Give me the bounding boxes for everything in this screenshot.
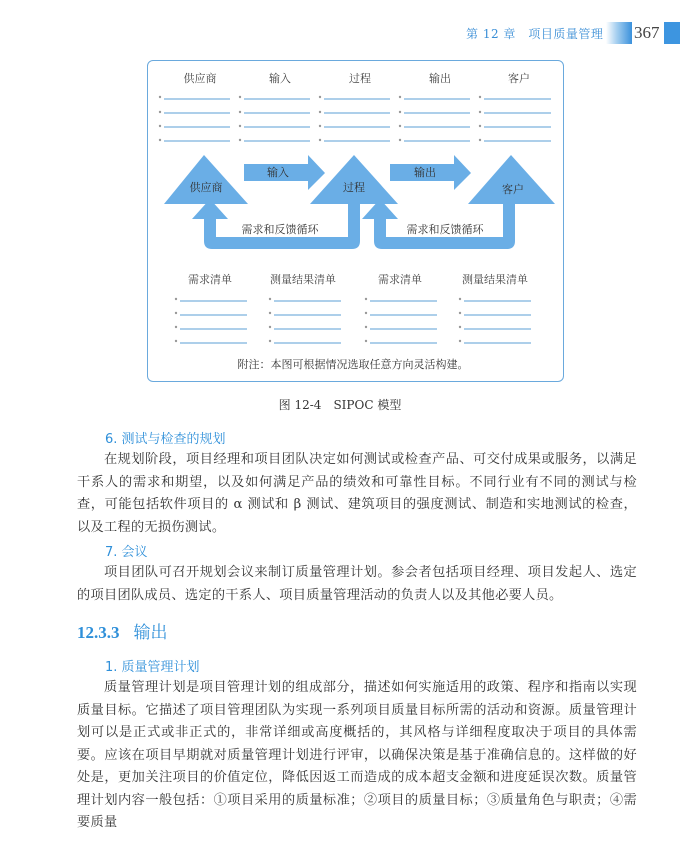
section-heading-testing: 6. 测试与检查的规划 (105, 432, 226, 447)
feedback-loop-label-1: 需求和反馈循环 (241, 223, 319, 236)
customer-triangle (468, 155, 555, 204)
supplier-triangle (164, 155, 248, 204)
customer-triangle-label: 客户 (502, 183, 524, 196)
figure-caption: 图 12-4 SIPOC 模型 (278, 398, 402, 412)
page-header (0, 22, 680, 46)
feedback-loop-label-2: 需求和反馈循环 (406, 223, 484, 236)
subsection-number: 12.3.3 (77, 623, 120, 642)
subsection-heading (77, 618, 168, 643)
col-customer-label: 客户 (508, 72, 530, 85)
subsection-title: 输出 (133, 623, 168, 642)
output-arrow-label: 输出 (414, 166, 436, 179)
page-number: 367 (634, 23, 660, 42)
col-output-label: 输出 (429, 72, 451, 85)
col-supplier-label: 供应商 (183, 72, 217, 85)
section-heading-meetings: 7. 会议 (105, 545, 148, 560)
process-triangle (310, 155, 398, 204)
process-triangle-label: 过程 (343, 181, 365, 194)
requirements-list-label-1: 需求清单 (188, 273, 232, 286)
header-gradient-decoration (606, 22, 632, 44)
section-paragraph-meetings: 项目团队可召开规划会议来制订质量管理计划。参会者包括项目经理、项目发起人、选定的项目团队成员、选定的干系人、项目质量管理活动的负责人以及其他必要人员。 (77, 565, 637, 603)
measurement-list-label-2: 测量结果清单 (462, 273, 528, 286)
section-heading-quality-plan: 1. 质量管理计划 (105, 660, 200, 675)
supplier-triangle-label: 供应商 (189, 181, 223, 194)
measurement-list-label-1: 测量结果清单 (270, 273, 336, 286)
col-process-label: 过程 (349, 72, 371, 85)
col-input-label: 输入 (269, 72, 291, 85)
chapter-title: 第 12 章 项目质量管理 (466, 27, 604, 41)
section-paragraph-quality-plan: 质量管理计划是项目管理计划的组成部分，描述如何实施适用的政策、程序和指南以实现质量目标。它描述了项目管理团队为实现一系列项目质量目标所需的活动和资源。质量管理计划可以是正式或非正式的，非常详细或高度概括的，其风格与详细程度取决于项目的具体需要。应该在项目早期就对质量管理计划进行评审，以确保决策是基于准确信息的。这样做的好处是，更加关注项目的价值定位，降低因返工而造成的成本超支金额和进度延误次数。质量管理计划内容一般包括：①项目采用的质量标准；②项目的质量目标；③质量角色与职责；④需要质量 (77, 680, 637, 830)
requirements-list-label-2: 需求清单 (378, 273, 422, 286)
header-edge-decoration (664, 22, 680, 44)
sipoc-figure (147, 60, 564, 382)
input-arrow-label: 输入 (267, 166, 289, 179)
section-paragraph-testing: 在规划阶段，项目经理和项目团队决定如何测试或检查产品、可交付成果或服务，以满足干系人的需求和期望，以及如何满足产品的绩效和可靠性目标。不同行业有不同的测试与检查，可能包括软件项目的 α 测试和 β 测试、建筑项目的强度测试、制造和实地测试的检查，以及工程的无损伤测试。 (77, 452, 637, 535)
figure-note: 附注：本图可根据情况选取任意方向灵活构建。 (237, 358, 469, 371)
sipoc-diagram (148, 61, 563, 381)
